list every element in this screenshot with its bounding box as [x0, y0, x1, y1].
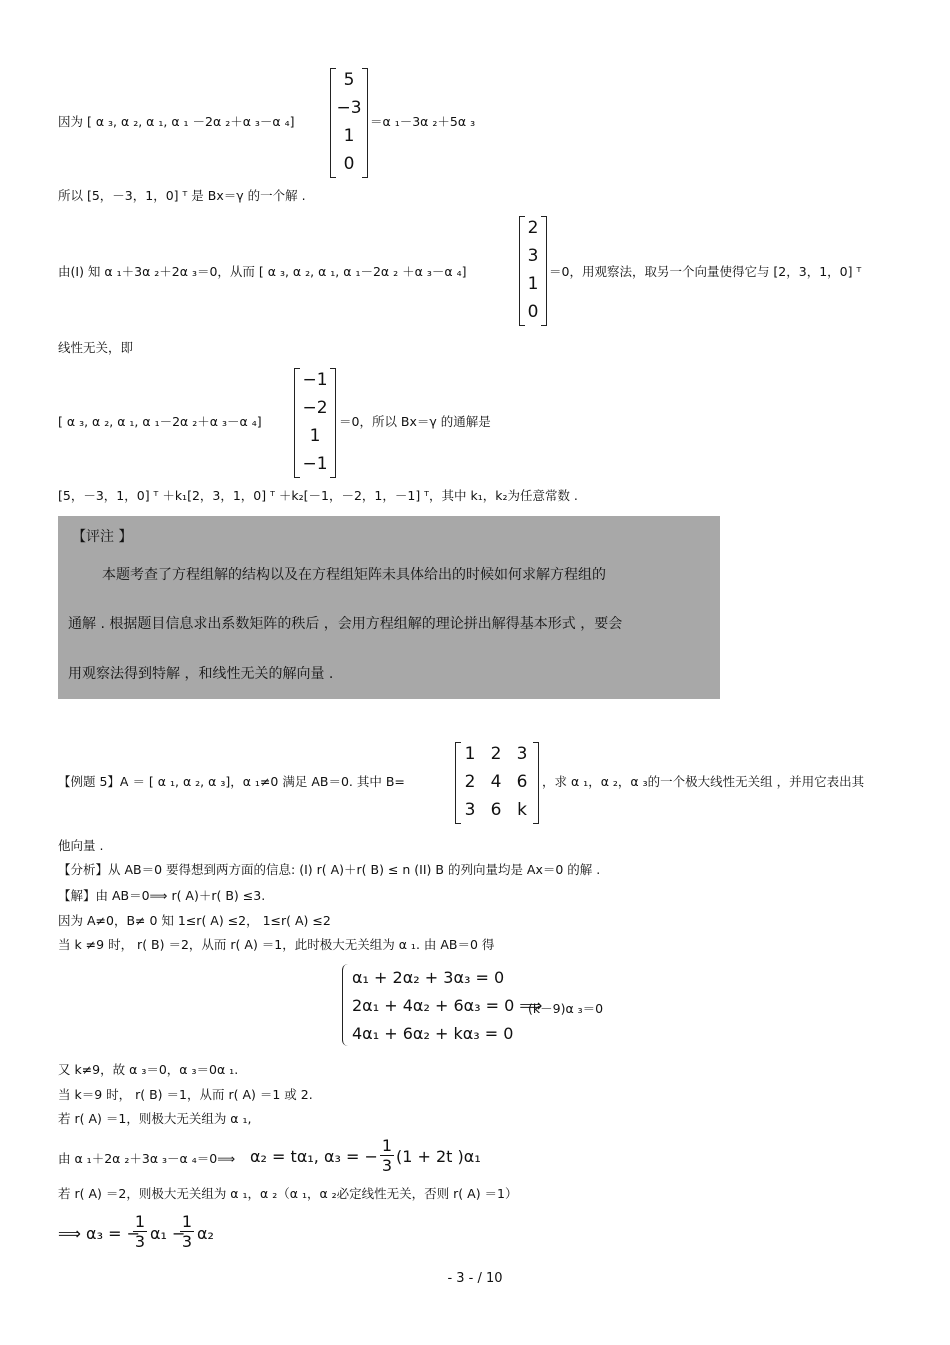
- matrix-cell: 3: [464, 800, 476, 820]
- matrix-cell: 2: [490, 744, 502, 764]
- fraction-denominator: 3: [381, 1156, 393, 1175]
- matrix-cell: −1: [302, 454, 328, 474]
- fraction-denominator: 3: [134, 1232, 146, 1251]
- comment-paragraph-3: 用观察法得到特解 ，和线性无关的解向量 .: [68, 666, 334, 682]
- matrix-m2: [519, 216, 547, 326]
- matrix-cell: −3: [336, 98, 362, 118]
- text-line-1-right: ＝α ₁－3α ₂＋5α ₃: [370, 114, 476, 129]
- matrix-cell: 2: [464, 772, 476, 792]
- text-line-16: 若 r( A) ＝2，则极大无关组为 α ₁，α ₂（α ₁，α ₂必定线性无关，否则 r( A) ＝1）: [58, 1186, 518, 1201]
- matrix-cell: 0: [343, 154, 355, 174]
- text-line-2: 所以 [5，－3，1，0] ᵀ 是 Bx＝γ 的一个解 .: [58, 188, 306, 203]
- text-line-3: 由(I) 知 α ₁＋3α ₂＋2α ₃＝0，从而 [ α ₃, α ₂, α ₁, α ₁－2α ₂ ＋α ₃－α ₄]: [58, 264, 467, 279]
- matrix-cell: 3: [516, 744, 528, 764]
- example-5-text: 【例题 5】A ＝ [ α ₁, α ₂, α ₃]，α ₁≠0 满足 AB＝0. 其中 B=: [58, 774, 405, 789]
- formula-1-a: α₂ = tα₁, α₃ = −: [250, 1147, 378, 1166]
- matrix-cell: 1: [464, 744, 476, 764]
- formula-2-fraction-2: [180, 1212, 194, 1251]
- formula-1-tail: (1 + 2t )α₁: [396, 1147, 481, 1166]
- example-5-text-right: ，求 α ₁，α ₂，α ₃的一个极大线性无关组 ，并用它表出其: [542, 774, 865, 789]
- matrix-b: [455, 742, 539, 824]
- text-line-4: 线性无关，即: [58, 340, 134, 355]
- page-number: - 3 - / 10: [447, 1271, 503, 1286]
- system-equation-1: α₁ + 2α₂ + 3α₃ = 0: [352, 968, 505, 987]
- comment-title: 【评注 】: [72, 529, 133, 545]
- matrix-m3: [294, 368, 336, 478]
- matrix-cell: 2: [527, 218, 539, 238]
- formula-2-mid: α₁ −: [150, 1224, 186, 1243]
- text-line-13: 当 k＝9 时， r( B) ＝1，从而 r( A) ＝1 或 2.: [58, 1087, 313, 1102]
- matrix-cell: −2: [302, 398, 328, 418]
- matrix-cell: k: [517, 800, 527, 820]
- fraction-numerator: 1: [181, 1212, 193, 1231]
- formula-2-end: α₂: [197, 1224, 214, 1243]
- fraction-numerator: 1: [134, 1212, 146, 1231]
- matrix-cell: 6: [490, 800, 502, 820]
- fraction-numerator: 1: [381, 1136, 393, 1155]
- text-line-5-right: ＝0，所以 Bx＝γ 的通解是: [339, 414, 491, 429]
- text-line-7: 他向量 .: [58, 838, 104, 853]
- matrix-cell: 3: [527, 246, 539, 266]
- matrix-cell: 0: [527, 302, 539, 322]
- matrix-m1: [330, 68, 368, 178]
- matrix-cell: 5: [343, 70, 355, 90]
- text-line-5: [ α ₃, α ₂, α ₁, α ₁－2α ₂＋α ₃－α ₄]: [58, 414, 262, 429]
- text-line-3-right: ＝0，用观察法，取另一个向量使得它与 [2，3，1，0] ᵀ: [549, 264, 862, 279]
- matrix-cell: −1: [302, 370, 328, 390]
- analysis-line: 【分析】从 AB＝0 要得想到两方面的信息: (I) r( A)＋r( B) ≤ n (II) B 的列向量均是 Ax＝0 的解 .: [58, 862, 601, 877]
- text-line-6: [5，－3，1，0] ᵀ ＋k₁[2，3，1，0] ᵀ ＋k₂[－1，－2，1，－1] ᵀ，其中 k₁，k₂为任意常数 .: [58, 488, 578, 503]
- matrix-cell: 1: [309, 426, 321, 446]
- comment-paragraph-2: 通解 . 根据题目信息求出系数矩阵的秩后 ，会用方程组解的理论拼出解得基本形式 ，要会: [68, 616, 623, 632]
- text-line-11: 当 k ≠9 时， r( B) ＝2，从而 r( A) ＝1，此时极大无关组为 α ₁. 由 AB＝0 得: [58, 937, 495, 952]
- matrix-cell: 1: [527, 274, 539, 294]
- text-line-10: 因为 A≠0，B≠ 0 知 1≤r( A) ≤2， 1≤r( A) ≤2: [58, 913, 331, 928]
- matrix-cell: 1: [343, 126, 355, 146]
- fraction-denominator: 3: [181, 1232, 193, 1251]
- formula-2-fraction-1: [133, 1212, 147, 1251]
- text-line-15: 由 α ₁＋2α ₂＋3α ₃－α ₄＝0⟹: [58, 1151, 236, 1166]
- solution-line: 【解】由 AB＝0⟹ r( A)＋r( B) ≤3.: [58, 888, 266, 903]
- system-result-text: (k－9)α ₃＝0: [528, 1001, 604, 1016]
- matrix-cell: 4: [490, 772, 502, 792]
- comment-paragraph-1: 本题考查了方程组解的结构以及在方程组矩阵未具体给出的时候如何求解方程组的: [102, 567, 606, 583]
- system-equation-2: 2α₁ + 4α₂ + 6α₃ = 0 ⟹: [352, 996, 543, 1015]
- system-brace: [342, 964, 350, 1046]
- text-line-12: 又 k≠9，故 α ₃＝0，α ₃＝0α ₁.: [58, 1062, 239, 1077]
- comment-box: [58, 516, 720, 699]
- text-line-1: 因为 [ α ₃, α ₂, α ₁, α ₁ －2α ₂＋α ₃－α ₄]: [58, 114, 295, 129]
- formula-1-fraction: [380, 1136, 394, 1175]
- formula-2-lead: ⟹ α₃ = −: [58, 1224, 140, 1243]
- matrix-cell: 6: [516, 772, 528, 792]
- text-line-14: 若 r( A) ＝1，则极大无关组为 α ₁,: [58, 1111, 252, 1126]
- system-equation-3: 4α₁ + 6α₂ + kα₃ = 0: [352, 1024, 514, 1043]
